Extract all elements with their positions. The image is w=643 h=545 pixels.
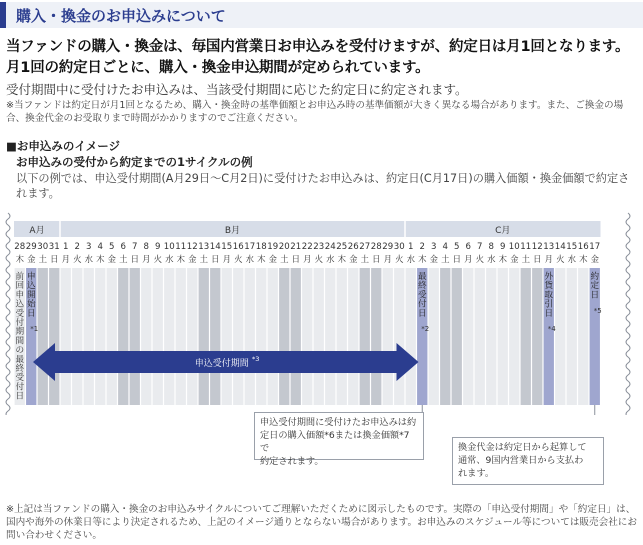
day-number-label: 29 xyxy=(382,242,394,252)
day-number-label: 21 xyxy=(290,242,302,252)
subtext: 受付期間中に受付けたお申込みは、当該受付期間に応じた約定日に約定されます。 xyxy=(6,82,468,97)
left-wavy-edge xyxy=(6,213,10,415)
day-number-label: 4 xyxy=(97,242,103,252)
day-number-label: 28 xyxy=(370,242,382,252)
day-number-label: 24 xyxy=(324,242,336,252)
svg-text:定: 定 xyxy=(590,281,600,292)
day-column xyxy=(72,268,82,405)
day-number-label: 12 xyxy=(531,242,543,252)
payment-callout xyxy=(452,437,604,485)
weekday-label: 土 xyxy=(441,254,450,264)
settle-note: *5 xyxy=(593,307,602,315)
weekday-label: 水 xyxy=(487,254,496,264)
weekday-label: 土 xyxy=(280,254,289,264)
day-column xyxy=(153,268,163,405)
day-column xyxy=(578,268,588,405)
svg-text:申: 申 xyxy=(15,290,25,301)
day-column xyxy=(555,268,565,405)
month-label: B月 xyxy=(224,226,241,236)
day-column xyxy=(498,268,508,405)
weekday-label: 金 xyxy=(349,254,358,264)
day-number-label: 10 xyxy=(163,242,175,252)
day-number-label: 12 xyxy=(186,242,198,252)
title-bar xyxy=(0,2,643,28)
day-column xyxy=(406,268,416,405)
day-number-label: 30 xyxy=(393,242,405,252)
weekday-label: 水 xyxy=(326,254,335,264)
day-column xyxy=(38,268,48,405)
day-number-label: 4 xyxy=(442,242,448,252)
day-column xyxy=(187,268,197,405)
svg-text:日: 日 xyxy=(26,308,36,319)
day-column xyxy=(268,268,278,405)
month-label: A月 xyxy=(29,226,45,236)
weekday-label: 日 xyxy=(533,254,542,264)
application-period-label: 申込受付期間 xyxy=(194,359,249,369)
day-column xyxy=(118,268,128,405)
svg-text:申: 申 xyxy=(26,272,36,282)
svg-text:最: 最 xyxy=(15,354,25,365)
day-column xyxy=(199,268,209,405)
callout-line: 約定されます。 xyxy=(260,456,324,467)
day-number-label: 17 xyxy=(244,242,256,252)
weekday-label: 木 xyxy=(498,254,507,264)
day-column xyxy=(509,268,519,405)
weekday-label: 水 xyxy=(567,254,576,264)
settlement-callout xyxy=(254,412,424,467)
day-column xyxy=(245,268,255,405)
day-column xyxy=(463,268,473,405)
day-column xyxy=(256,268,266,405)
weekday-label: 水 xyxy=(84,254,93,264)
weekday-label: 金 xyxy=(510,254,519,264)
svg-text:込: 込 xyxy=(15,299,25,310)
right-wavy-edge xyxy=(626,213,630,415)
day-number-label: 7 xyxy=(132,242,138,252)
day-column xyxy=(486,268,496,405)
weekday-label: 金 xyxy=(590,254,599,264)
weekday-label: 木 xyxy=(418,254,427,264)
day-number-label: 3 xyxy=(86,242,92,252)
weekday-label: 金 xyxy=(188,254,197,264)
svg-text:の: の xyxy=(15,345,25,356)
day-column xyxy=(84,268,94,405)
day-column xyxy=(130,268,140,405)
day-number-label: 27 xyxy=(359,242,371,252)
weekday-label: 日 xyxy=(372,254,381,264)
weekday-label: 木 xyxy=(176,254,185,264)
weekday-label: 日 xyxy=(130,254,139,264)
weekday-label: 月 xyxy=(544,254,553,264)
weekday-label: 土 xyxy=(360,254,369,264)
day-column xyxy=(371,268,381,405)
svg-text:約: 約 xyxy=(590,272,600,282)
weekday-label: 月 xyxy=(383,254,392,264)
weekday-label: 水 xyxy=(165,254,174,264)
svg-text:終: 終 xyxy=(15,364,25,374)
weekday-label: 日 xyxy=(211,254,220,264)
end-day-label xyxy=(418,271,427,319)
day-column xyxy=(314,268,324,405)
svg-text:間: 間 xyxy=(15,336,25,347)
day-column xyxy=(383,268,393,405)
day-column xyxy=(337,268,347,405)
svg-text:受: 受 xyxy=(15,308,25,319)
end-note: *2 xyxy=(421,325,430,333)
day-number-label: 15 xyxy=(566,242,578,252)
section-subheading: お申込みの受付から約定までの1サイクルの例 xyxy=(16,155,253,169)
weekday-label: 月 xyxy=(142,254,151,264)
exec-day-label xyxy=(544,270,554,319)
day-number-label: 1 xyxy=(63,242,69,252)
weekday-label: 月 xyxy=(222,254,231,264)
lead-line-2: 月1回の約定日ごとに、購入・換金申込期間が定められています。 xyxy=(6,60,430,76)
note: ※当ファンドは約定日が月1回となるため、購入・換金時の基準価額とお申込み時の基準価額が大きく異なる場合があります。また、ご換金の場合、換金代金のお受取りまで時間がかかりますのでご注意ください。 xyxy=(6,100,624,124)
day-number-label: 31 xyxy=(48,242,60,252)
day-number-label: 13 xyxy=(198,242,210,252)
day-number-label: 9 xyxy=(500,242,506,252)
svg-text:込: 込 xyxy=(26,281,36,292)
day-number-label: 20 xyxy=(278,242,290,252)
day-number-label: 26 xyxy=(347,242,359,252)
weekday-label: 火 xyxy=(475,254,484,264)
weekday-label: 火 xyxy=(556,254,565,264)
weekday-label: 水 xyxy=(245,254,254,264)
weekday-label: 木 xyxy=(579,254,588,264)
weekday-label: 金 xyxy=(268,254,277,264)
settle-day-label xyxy=(590,270,599,300)
day-number-label: 30 xyxy=(37,242,49,252)
day-number-label: 5 xyxy=(454,242,460,252)
weekday-label: 木 xyxy=(96,254,105,264)
day-number-label: 25 xyxy=(336,242,348,252)
day-column xyxy=(210,268,220,405)
day-number-label: 8 xyxy=(143,242,149,252)
day-number-label: 2 xyxy=(74,242,80,252)
weekday-label: 木 xyxy=(15,254,24,264)
svg-text:付: 付 xyxy=(417,299,427,310)
cycle-calendar-diagram xyxy=(0,205,643,415)
day-number-label: 23 xyxy=(313,242,325,252)
svg-text:終: 終 xyxy=(417,281,427,292)
weekday-label: 土 xyxy=(199,254,208,264)
weekday-label: 木 xyxy=(337,254,346,264)
day-number-label: 22 xyxy=(301,242,313,252)
lead-line-1: 当ファンドの購入・換金は、毎国内営業日お申込みを受付けますが、約定日は月1回となります。 xyxy=(6,39,630,55)
day-column xyxy=(325,268,335,405)
day-number-label: 6 xyxy=(465,242,471,252)
weekday-label: 火 xyxy=(153,254,162,264)
day-column xyxy=(475,268,485,405)
day-number-label: 3 xyxy=(431,242,437,252)
day-number-label: 19 xyxy=(267,242,279,252)
weekday-label: 水 xyxy=(406,254,415,264)
callout-line: れます。 xyxy=(458,468,495,479)
weekday-label: 月 xyxy=(303,254,312,264)
svg-text:外: 外 xyxy=(544,272,554,282)
weekday-label: 土 xyxy=(38,254,47,264)
day-number-label: 14 xyxy=(209,242,221,252)
day-number-label: 13 xyxy=(543,242,555,252)
page-title: 購入・換金のお申込みについて xyxy=(16,7,226,25)
svg-text:貨: 貨 xyxy=(544,281,554,292)
day-number-label: 10 xyxy=(508,242,520,252)
svg-text:開: 開 xyxy=(26,290,36,301)
svg-text:取: 取 xyxy=(544,290,554,301)
day-column xyxy=(107,268,117,405)
day-column xyxy=(233,268,243,405)
day-number-label: 15 xyxy=(221,242,233,252)
day-number-label: 2 xyxy=(419,242,425,252)
start-day-label xyxy=(27,270,36,319)
day-column xyxy=(429,268,439,405)
day-column xyxy=(567,268,577,405)
svg-text:受: 受 xyxy=(15,373,25,384)
day-column xyxy=(291,268,301,405)
application-period-note: *3 xyxy=(252,355,260,363)
day-column xyxy=(61,268,71,405)
footnote: ※上記は当ファンドの購入・換金のお申込みサイクルについてご理解いただくために図示したものです。実際の「申込受付期間」や「約定日」は、国内や海外の休業日等により決定されるため、上記のイメージ通りとならない場合があります。お申込みのスケジュール等については販売会社にお問い合わせください。 xyxy=(6,504,637,541)
day-number-label: 7 xyxy=(477,242,483,252)
day-number-label: 18 xyxy=(255,242,267,252)
weekday-label: 木 xyxy=(257,254,266,264)
svg-text:付: 付 xyxy=(15,382,25,393)
weekday-label: 月 xyxy=(464,254,473,264)
day-number-label: 1 xyxy=(408,242,414,252)
svg-text:引: 引 xyxy=(544,299,554,310)
day-number-label: 14 xyxy=(554,242,566,252)
day-number-label: 16 xyxy=(577,242,589,252)
svg-text:付: 付 xyxy=(15,318,25,328)
day-number-label: 11 xyxy=(175,242,187,252)
day-number-label: 5 xyxy=(109,242,115,252)
svg-text:日: 日 xyxy=(417,308,427,319)
day-number-label: 6 xyxy=(120,242,126,252)
weekday-label: 日 xyxy=(50,254,59,264)
svg-text:受: 受 xyxy=(417,290,427,301)
start-note: *1 xyxy=(30,325,39,333)
weekday-label: 日 xyxy=(452,254,461,264)
weekday-label: 火 xyxy=(314,254,323,264)
day-column xyxy=(348,268,358,405)
svg-text:日: 日 xyxy=(15,391,25,402)
svg-text:回: 回 xyxy=(15,281,25,292)
weekday-label: 火 xyxy=(395,254,404,264)
svg-text:始: 始 xyxy=(26,299,36,310)
prev-last-day-label xyxy=(15,270,24,402)
weekday-label: 金 xyxy=(27,254,36,264)
day-column xyxy=(222,268,232,405)
weekday-label: 土 xyxy=(119,254,128,264)
weekday-label: 月 xyxy=(61,254,70,264)
day-column xyxy=(164,268,174,405)
day-column xyxy=(521,268,531,405)
day-column xyxy=(176,268,186,405)
day-number-label: 28 xyxy=(14,242,26,252)
day-number-label: 16 xyxy=(232,242,244,252)
section-description: 以下の例では、申込受付期間(A月29日～C月2日)に受付けたお申込みは、約定日(C月17日)の購入価額・換金価額で約定されます。 xyxy=(16,172,630,200)
day-column xyxy=(95,268,105,405)
exec-note: *4 xyxy=(547,325,556,333)
day-column xyxy=(452,268,462,405)
callout-line: 申込受付期間に受付けたお申込みは約 xyxy=(260,417,417,428)
day-number-label: 11 xyxy=(520,242,532,252)
day-column xyxy=(279,268,289,405)
day-number-label: 17 xyxy=(589,242,601,252)
day-column xyxy=(141,268,151,405)
day-number-label: 8 xyxy=(488,242,494,252)
callout-line: 通常、9国内営業日から支払わ xyxy=(458,455,584,466)
day-column xyxy=(49,268,59,405)
day-column xyxy=(532,268,542,405)
day-column xyxy=(302,268,312,405)
weekday-label: 土 xyxy=(521,254,530,264)
day-column xyxy=(440,268,450,405)
svg-text:日: 日 xyxy=(590,290,600,301)
month-label: C月 xyxy=(495,226,511,236)
weekday-label: 日 xyxy=(291,254,300,264)
section-heading: ■お申込みのイメージ xyxy=(6,139,121,153)
day-number-label: 9 xyxy=(155,242,161,252)
svg-text:日: 日 xyxy=(544,308,554,319)
weekday-label: 火 xyxy=(234,254,243,264)
day-column xyxy=(394,268,404,405)
weekday-label: 金 xyxy=(429,254,438,264)
svg-text:期: 期 xyxy=(15,327,25,338)
callout-line: 定日の購入価額*6または換金価額*7で xyxy=(260,430,410,454)
month-header xyxy=(14,221,601,237)
svg-text:最: 最 xyxy=(417,272,427,282)
weekday-label: 火 xyxy=(73,254,82,264)
day-column xyxy=(360,268,370,405)
day-number-label: 29 xyxy=(25,242,37,252)
weekday-label: 金 xyxy=(107,254,116,264)
svg-text:前: 前 xyxy=(15,272,25,282)
callout-line: 換金代金は約定日から起算して xyxy=(458,442,587,453)
